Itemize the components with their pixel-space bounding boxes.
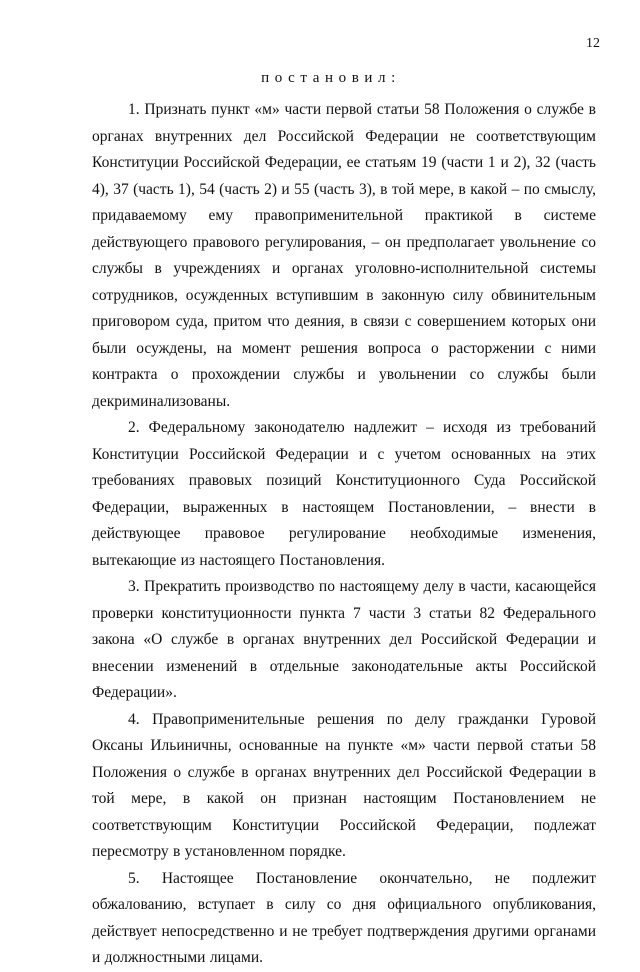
resolution-body xyxy=(92,97,596,972)
resolution-paragraph-3: 3. Прекратить производство по настоящему делу в части, касающейся проверки конституционности пункта 7 части 3 статьи 82 Федерального закона «О службе в органах внутренних дел Российской Федерации и внесении изменений в отдельные законодательные акты Российской Федерации». xyxy=(92,578,596,701)
resolution-paragraph-4: 4. Правоприменительные решения по делу гражданки Гуровой Оксаны Ильиничны, основанные на пункте «м» части первой статьи 58 Положения о службе в органах внутренних дел Российской Федерации в той мере, в какой он признан настоящим Постановлением не соответствующим Конституции Российской Федерации, подлежат пересмотру в установленном порядке. xyxy=(92,710,596,860)
resolution-paragraph-1: 1. Признать пункт «м» части первой статьи 58 Положения о службе в органах внутренних дел Российской Федерации не соответствующим Конституции Российской Федерации, ее статьям 19 (части 1 и 2), 32 (часть 4), 37 (часть 1), 54 (часть 2) и 55 (часть 3), в той мере, в какой – по смыслу, придаваемому ему правоприменительной практикой в системе действующего правового регулирования, – он предполагает увольнение со службы в учреждениях и органах уголовно-исполнительной системы сотрудников, осужденных вступившим в законную силу обвинительным приговором суда, притом что деяния, в связи с совершением которых они были осуждены, на момент решения вопроса о расторжении с ними контракта о прохождении службы и увольнении со службы были декриминализованы. xyxy=(92,101,596,410)
page-number: 12 xyxy=(586,36,600,51)
resolution-heading: постановил: xyxy=(261,70,401,86)
resolution-paragraph-5: 5. Настоящее Постановление окончательно, не подлежит обжалованию, вступает в силу со дня официального опубликования, действует непосредственно и не требует подтверждения другими органами и должностными лицами. xyxy=(92,869,596,966)
resolution-paragraph-2: 2. Федеральному законодателю надлежит – исходя из требований Конституции Российской Федерации и с учетом основанных на этих требованиях правовых позиций Конституционного Суда Российской Федерации, выраженных в настоящем Постановлении, – внести в действующее правовое регулирование необходимые изменения, вытекающие из настоящего Постановления. xyxy=(92,419,596,569)
